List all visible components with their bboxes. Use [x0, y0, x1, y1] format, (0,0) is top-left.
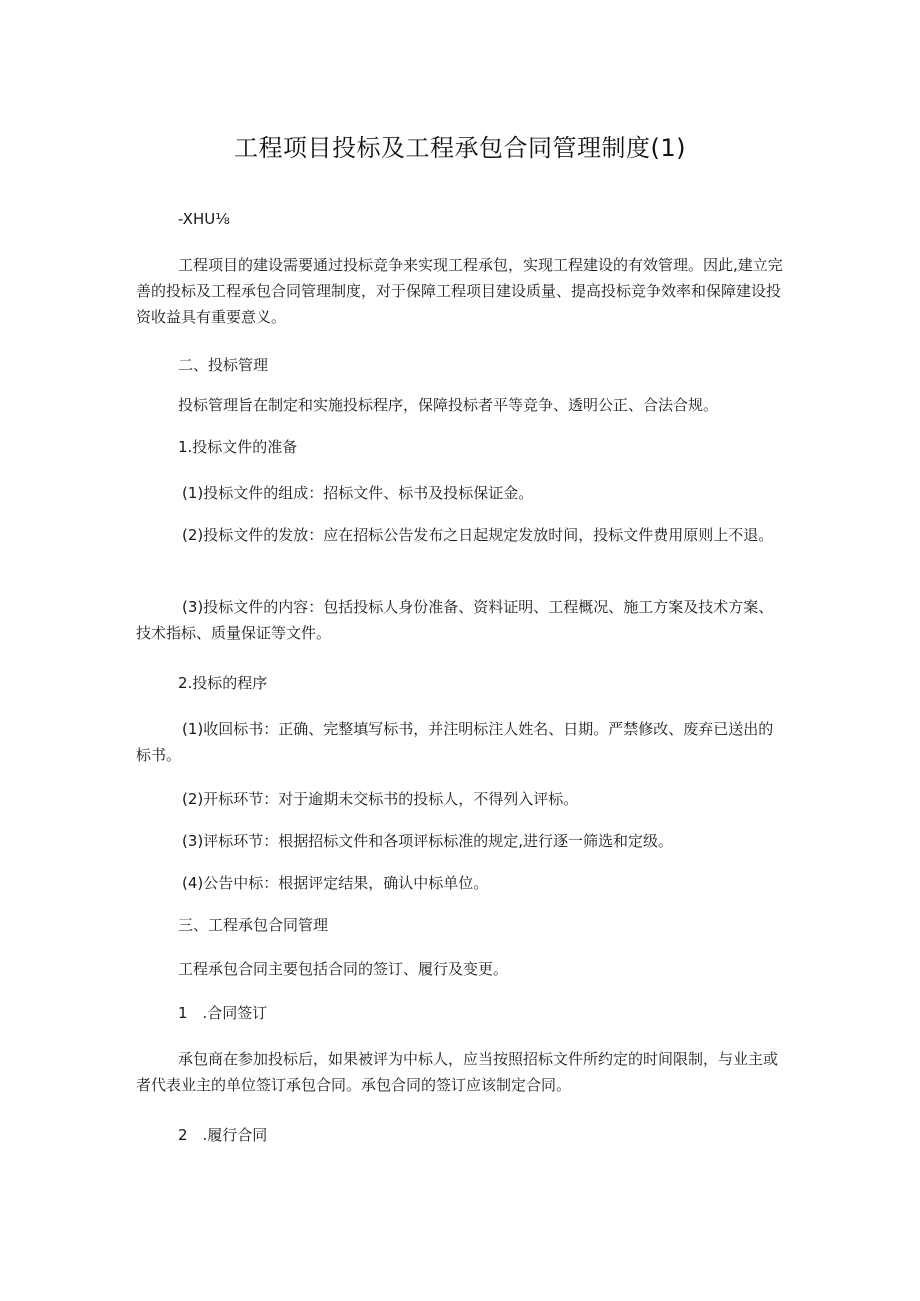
section-heading-bid-management: 二、投标管理 [178, 356, 269, 374]
section-heading-contract-management: 三、工程承包合同管理 [178, 916, 329, 934]
bid-management-intro: 投标管理旨在制定和实施投标程序，保障投标者平等竞争、透明公正、合法合规。 [178, 396, 719, 414]
subheading-contract-performance: 2 .履行合同 [178, 1126, 268, 1144]
intro-paragraph: 工程项目的建设需要通过投标竞争来实现工程承包，实现工程建设的有效管理。因此,建立完善的投标及工程承包合同管理制度，对于保障工程项目建设质量、提高投标竞争效率和保障建设投资收益具有重要意义。 [136, 256, 783, 326]
bid-procedure-item-4: (4)公告中标：根据评定结果，确认中标单位。 [182, 874, 489, 892]
subheading-contract-signing: 1 .合同签订 [178, 1004, 268, 1022]
bid-document-item-2: (2)投标文件的发放：应在招标公告发布之日起规定发放时间，投标文件费用原则上不退。 [182, 526, 774, 544]
bid-document-item-1: (1)投标文件的组成：招标文件、标书及投标保证金。 [182, 484, 534, 502]
contract-management-intro: 工程承包合同主要包括合同的签订、履行及变更。 [178, 960, 509, 978]
bid-procedure-item-1: (1)收回标书：正确、完整填写标书，并注明标注人姓名、日期。严禁修改、废弃已送出的标书。 [136, 720, 774, 764]
subheading-bid-procedure: 2.投标的程序 [178, 674, 268, 692]
document-title: 工程项目投标及工程承包合同管理制度(1) [234, 134, 686, 162]
subheading-bid-document-preparation: 1.投标文件的准备 [178, 438, 298, 456]
bid-procedure-item-3: (3)评标环节：根据招标文件和各项评标标准的规定,进行逐一筛选和定级。 [182, 832, 674, 850]
garbled-heading: -XHU⅛ [178, 210, 230, 228]
contract-signing-paragraph: 承包商在参加投标后，如果被评为中标人，应当按照招标文件所约定的时间限制，与业主或者代表业主的单位签订承包合同。承包合同的签订应该制定合同。 [136, 1050, 779, 1094]
bid-document-item-3: (3)投标文件的内容：包括投标人身份准备、资料证明、工程概况、施工方案及技术方案、技术指标、质量保证等文件。 [136, 598, 774, 642]
bid-procedure-item-2: (2)开标环节：对于逾期未交标书的投标人，不得列入评标。 [182, 790, 579, 808]
